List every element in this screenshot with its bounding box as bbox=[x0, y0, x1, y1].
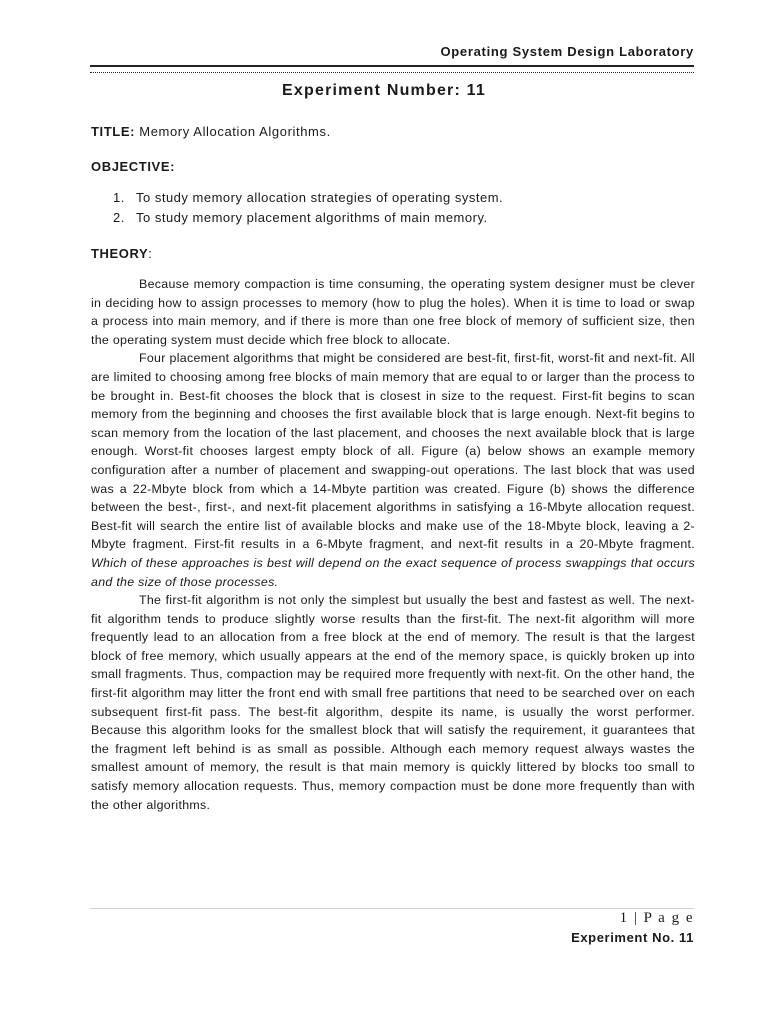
objectives-list bbox=[113, 188, 503, 228]
footer-divider bbox=[90, 908, 694, 909]
list-number: 1. bbox=[113, 190, 125, 205]
header-divider bbox=[90, 65, 694, 73]
running-header: Operating System Design Laboratory bbox=[440, 44, 694, 59]
footer-experiment-label: Experiment No. 11 bbox=[571, 930, 694, 945]
theory-paragraph bbox=[91, 349, 695, 591]
page-number: 1 | P a g e bbox=[619, 910, 694, 926]
title-label: TITLE: bbox=[91, 124, 136, 139]
list-text: To study memory allocation strategies of operating system. bbox=[136, 190, 504, 205]
list-text: To study memory placement algorithms of main memory. bbox=[136, 210, 488, 225]
theory-paragraph: Because memory compaction is time consuming, the operating system designer must be clever in deciding how to assign processes to memory (how to plug the holes). When it is time to load or swap a process into main memory, and if there is more than one free block of memory of sufficient size, then the operating system must decide which free block to allocate. bbox=[91, 277, 695, 347]
theory-label: THEORY bbox=[91, 246, 149, 261]
title-value: Memory Allocation Algorithms. bbox=[135, 124, 331, 139]
objective-heading: OBJECTIVE: bbox=[91, 159, 176, 174]
page-title: Experiment Number: 11 bbox=[282, 82, 486, 99]
theory-emphasis: Which of these approaches is best will depend on the exact sequence of process swappings that occurs and the size of those processes. bbox=[91, 555, 695, 589]
theory-text: Four placement algorithms that might be considered are best-fit, first-fit, worst-fit and next-fit. All are limited to choosing among free blocks of main memory that are equal to or larger than the process to be brought in. Best-fit chooses the block that is closest in size to the request. First-fit begins to scan memory from the beginning and chooses the first available block that is large enough. Next-fit begins to scan memory from the location of the last placement, and chooses the next available block that is large enough. Worst-fit chooses largest empty block of all. Figure (a) below shows an example memory configuration after a number of placement and swapping-out operations. The last block that was used was a 22-Mbyte block from which a 14-Mbyte partition was created. Figure (b) shows the difference between the best-, first-, and next-fit placement algorithms in satisfying a 16-Mbyte allocation request. Best-fit will search the entire list of available blocks and make use of the 18-Mbyte block, leaving a 2-Mbyte fragment. First-fit results in a 6-Mbyte fragment, and next-fit results in a 20-Mbyte fragment. bbox=[91, 351, 695, 552]
list-item bbox=[113, 188, 503, 208]
theory-heading bbox=[91, 246, 153, 261]
theory-body bbox=[91, 275, 695, 814]
theory-paragraph: The first-fit algorithm is not only the simplest but usually the best and fastest as well. The next-fit algorithm tends to produce slightly worse results than the first-fit. The next-fit algorithm will more frequently lead to an allocation from a free block at the end of memory. The result is that the largest block of free memory, which usually appears at the end of the memory space, is quickly broken up into small fragments. Thus, compaction may be required more frequently with next-fit. On the other hand, the first-fit algorithm may litter the front end with small free partitions that need to be searched over on each subsequent first-fit pass. The best-fit algorithm, despite its name, is usually the worst performer. Because this algorithm looks for the smallest block that will satisfy the requirement, it guarantees that the fragment left behind is as small as possible. Although each memory request always wastes the smallest amount of memory, the result is that main memory is quickly littered by blocks too small to satisfy memory allocation requests. Thus, memory compaction must be done more frequently than with the other algorithms. bbox=[91, 593, 695, 812]
theory-colon: : bbox=[148, 246, 153, 261]
list-item bbox=[113, 208, 503, 228]
list-number: 2. bbox=[113, 210, 125, 225]
title-line bbox=[91, 124, 331, 139]
